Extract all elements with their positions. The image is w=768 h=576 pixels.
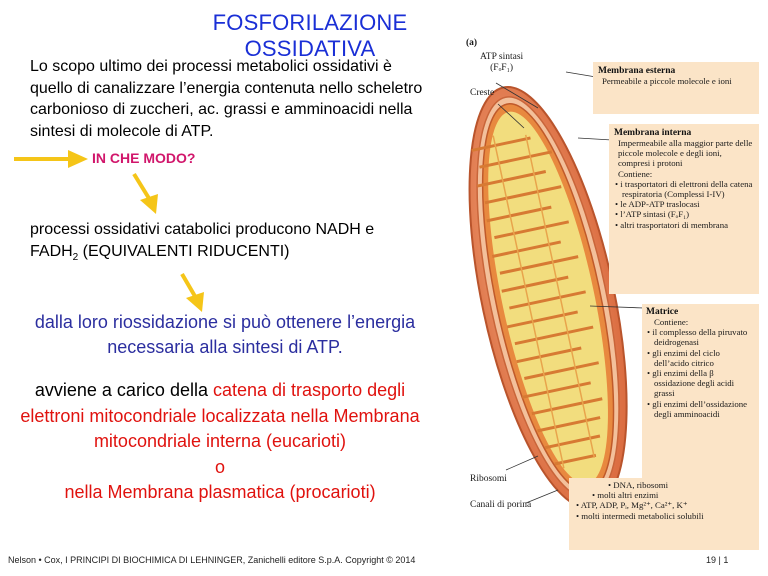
reducing-equivalents: (EQUIVALENTI RIDUCENTI) (78, 243, 290, 260)
chain-location: catena di trasporto degli elettroni mitocondriale localizzata nella Membrana mitocondriale interna (eucarioti) (20, 380, 420, 451)
matrix-item: • gli enzimi del ciclo dell’acido citrico (647, 347, 720, 368)
footer-citation: Nelson • Cox, I PRINCIPI DI BIOCHIMICA DI LEHNINGER, Zanichelli editore S.p.A. Copyright © 2014 (8, 555, 416, 565)
atp-synthase-formula: (FₒF₁) (490, 63, 514, 73)
slide-title: FOSFORILAZIONE OSSIDATIVA (212, 10, 408, 61)
panel-label: (a) (466, 38, 478, 48)
inner-item: • le ADP-ATP traslocasi (615, 199, 700, 210)
matrix-contains-label: Contiene: (654, 317, 689, 327)
yellow-arrow-down-icon (128, 170, 164, 214)
intro-paragraph: Lo scopo ultimo dei processi metabolici ossidativi è quello di canalizzare l’energia contenuta nello scheletro carbonioso di zuccheri, ac. grassi e amminoacidi nella sintesi di molecole di ATP. (30, 58, 423, 140)
matrix-item: • DNA, ribosomi (608, 480, 669, 490)
matrix-box-lower (569, 478, 759, 550)
outer-membrane-heading: Membrana esterna (598, 66, 676, 76)
oxidative-line-1: processi ossidativi catabolici producono NADH e (30, 221, 375, 238)
oxidative-processes-text (30, 219, 430, 269)
inner-membrane-box (609, 124, 759, 294)
footer-page-number: 19 | 1 (706, 555, 729, 565)
inner-membrane-heading: Membrana interna (614, 128, 692, 138)
chain-or: o (214, 456, 225, 477)
matrix-item: • il complesso della piruvato deidrogenasi (647, 327, 748, 348)
matrix-item: • molti intermedi metabolici solubili (576, 510, 704, 521)
oxidative-line-2 (30, 241, 430, 269)
porin-label: Canali di porina (470, 500, 532, 510)
matrix-item: • gli enzimi dell’ossidazione degli amminoacidi (647, 398, 748, 419)
reoxidation-text: dalla loro riossidazione si può ottenere l’energia necessaria alla sintesi di ATP. (34, 312, 416, 357)
inner-contains-label: Contiene: (618, 168, 653, 179)
chain-prefix: avviene a carico della (34, 380, 213, 400)
electron-chain-text (10, 378, 430, 506)
inner-item: • l’ATP sintasi (FₒF₁) (615, 209, 690, 220)
inner-item: • i trasportatori di elettroni della catena respiratoria (Complessi I-IV) (615, 178, 753, 200)
fadh-label: FADH (30, 243, 73, 260)
atp-synthase-label (480, 52, 523, 74)
yellow-arrow-down-2-icon (176, 270, 212, 312)
matrix-item: • gli enzimi della β ossidazione degli acidi grassi (647, 368, 735, 399)
cristae-label: Creste (470, 88, 495, 98)
matrix-heading: Matrice (646, 307, 679, 317)
inner-membrane-text: Impermeabile alla maggior parte delle piccole molecole e degli ioni, compresi i protoni (618, 138, 753, 169)
matrix-box (642, 304, 759, 494)
mitochondrion-figure (466, 38, 761, 550)
question-text: IN CHE MODO? (92, 150, 196, 166)
atp-synthase-name: ATP sintasi (480, 52, 524, 62)
outer-membrane-text: Permeabile a piccole molecole e ioni (602, 76, 732, 86)
fadh-subscript: 2 (72, 252, 79, 264)
inner-item: • altri trasportatori di membrana (615, 219, 729, 230)
yellow-arrow-right-icon (12, 148, 92, 170)
matrix-item: • ATP, ADP, Pᵢ, Mg²⁺, Ca²⁺, K⁺ (576, 500, 688, 511)
chain-procaryotes: nella Membrana plasmatica (procarioti) (64, 482, 376, 502)
ribosomes-label: Ribosomi (470, 474, 507, 484)
matrix-item: • molti altri enzimi (592, 490, 659, 501)
outer-membrane-box (593, 62, 759, 114)
